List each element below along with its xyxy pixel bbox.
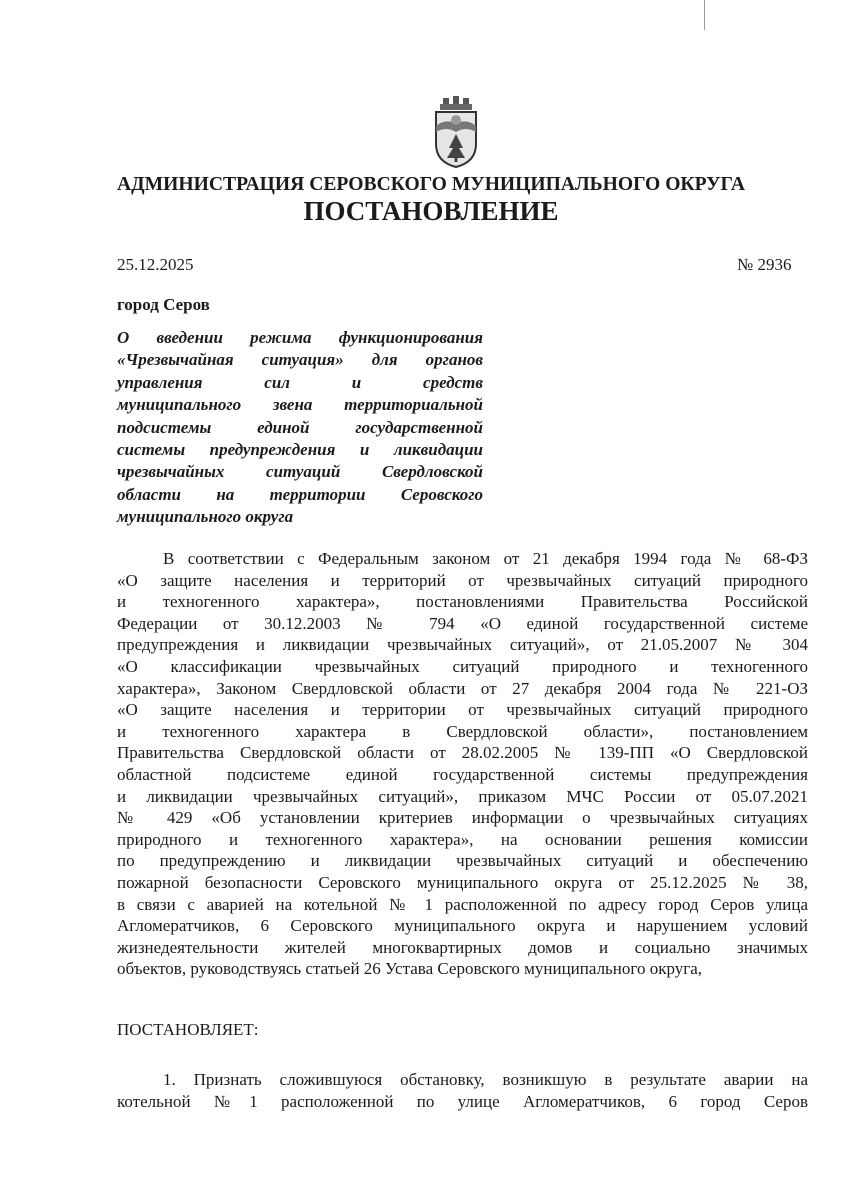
subject-line: подсистемы единой государственной — [117, 417, 483, 437]
document-city: город Серов — [117, 295, 210, 314]
body-line: и ликвидации чрезвычайных ситуаций», приказом МЧС России от 05.07.2021 — [117, 786, 808, 806]
subject-line: О введении режима функционирования — [117, 328, 483, 347]
body-line: Федерации от 30.12.2003 № 794 «О единой государственной системе — [117, 613, 808, 633]
body-line: № 429 «Об установлении критериев информации о чрезвычайных ситуациях — [117, 808, 808, 828]
resolves-heading: ПОСТАНОВЛЯЕТ: — [117, 1020, 259, 1039]
body-line: «О защите населения и территорий от чрезвычайных ситуаций природного — [117, 570, 808, 590]
body-line: «О классификации чрезвычайных ситуаций природного и техногенного — [117, 656, 808, 676]
preamble-paragraph — [117, 548, 808, 980]
body-line: и техногенного характера в Свердловской области», постановлением — [117, 721, 808, 741]
body-line: в связи с аварией на котельной № 1 расположенной по адресу город Серов улица — [117, 894, 808, 914]
body-line: жизнедеятельности жителей многоквартирных домов и социально значимых — [117, 937, 808, 957]
coat-of-arms-icon — [431, 96, 481, 168]
item-line: котельной №1 расположенной по улице Агломератчиков, 6 город Серов — [117, 1092, 808, 1111]
body-line: пожарной безопасности Серовского муниципального округа от 25.12.2025 № 38, — [117, 872, 808, 892]
subject-line: муниципального округа — [117, 507, 294, 527]
document-date: 25.12.2025 — [117, 255, 194, 274]
document-number: № 2936 — [737, 255, 792, 274]
subject-line: «Чрезвычайная ситуация» для органов — [117, 350, 483, 370]
document-subject — [117, 327, 483, 529]
organization-name: АДМИНИСТРАЦИЯ СЕРОВСКОГО МУНИЦИПАЛЬНОГО ОКРУГА — [117, 174, 745, 195]
body-line: по предупреждению и ликвидации чрезвычайных ситуаций и обеспечению — [117, 851, 808, 871]
body-line: В соответствии с Федеральным законом от 21 декабря 1994 года № 68-ФЗ — [163, 549, 808, 568]
body-line: и техногенного характера», постановлениями Правительства Российской — [117, 592, 808, 612]
document-type: ПОСТАНОВЛЕНИЕ — [303, 196, 559, 226]
body-line: природного и техногенного характера», на основании решения комиссии — [117, 829, 808, 849]
item-line: 1. Признать сложившуюся обстановку, возникшую в результате аварии на — [163, 1070, 808, 1089]
body-line: Агломератчиков, 6 Серовского муниципального округа и нарушением условий — [117, 916, 808, 936]
body-line: предупреждения и ликвидации чрезвычайных ситуаций», от 21.05.2007 № 304 — [117, 635, 808, 655]
body-line: Правительства Свердловской области от 28.02.2005 № 139-ПП «О Свердловской — [117, 743, 808, 763]
resolution-item-1 — [117, 1069, 808, 1113]
body-line: характера», Законом Свердловской области от 27 декабря 2004 года № 221-ОЗ — [117, 678, 808, 698]
subject-line: управления сил и средств — [117, 372, 483, 392]
body-line: объектов, руководствуясь статьей 26 Устава Серовского муниципального округа, — [117, 959, 703, 979]
body-line: «О защите населения и территории от чрезвычайных ситуаций природного — [117, 700, 808, 720]
body-line: областной подсистеме единой государственной системы предупреждения — [117, 764, 808, 784]
scan-edge-line — [704, 0, 705, 30]
subject-line: системы предупреждения и ликвидации — [117, 440, 483, 460]
subject-line: чрезвычайных ситуаций Свердловской — [117, 462, 483, 482]
subject-line: области на территории Серовского — [117, 484, 483, 504]
subject-line: муниципального звена территориальной — [117, 395, 483, 415]
